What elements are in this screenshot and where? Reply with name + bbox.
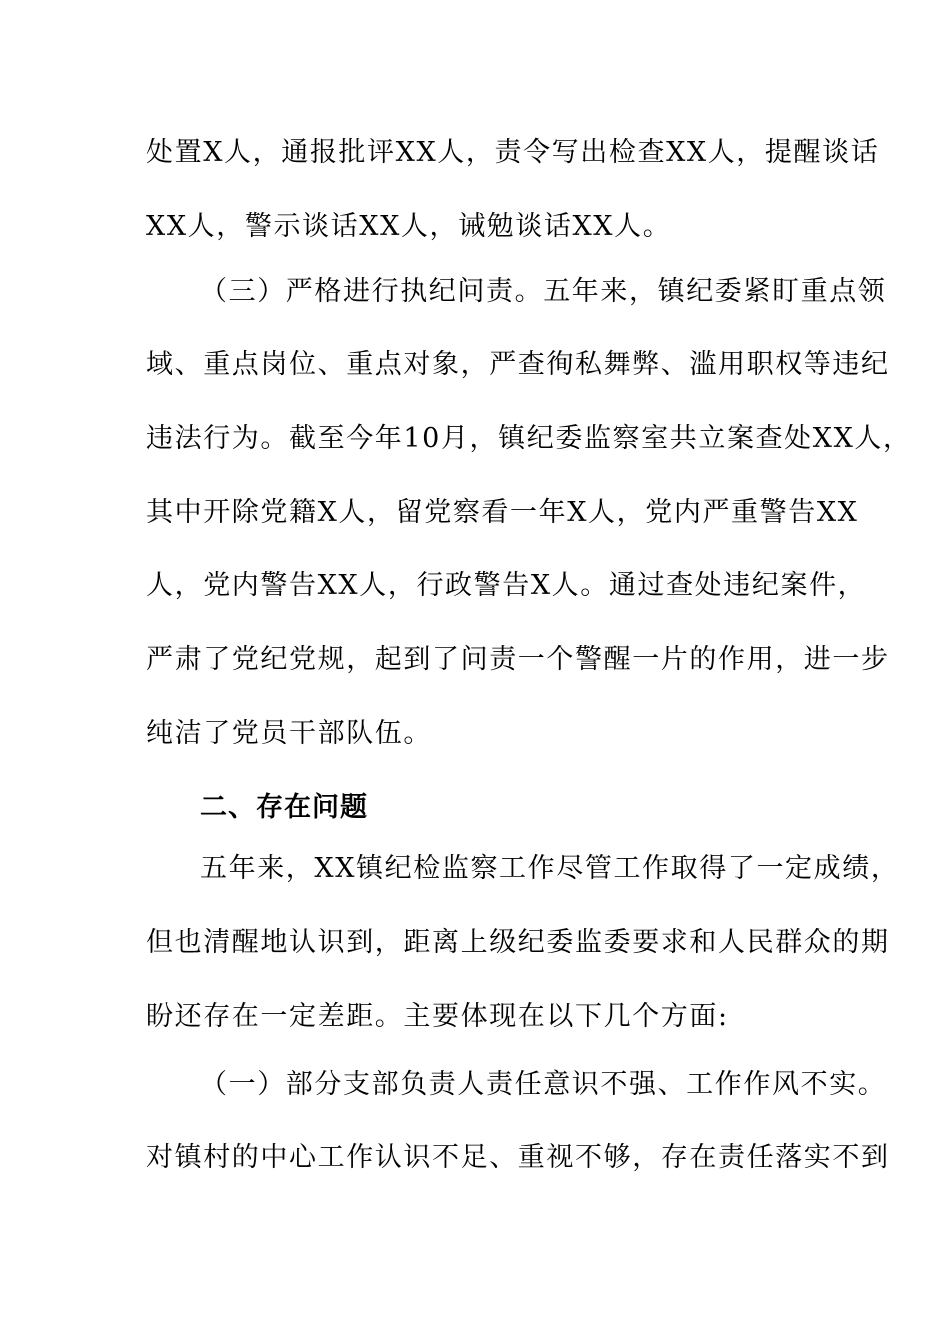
body-text-line: 纯洁了党员干部队伍。: [146, 718, 432, 749]
body-text-line: 其中开除党籍X人，留党察看一年X人，党内严重警告XX: [146, 497, 859, 528]
body-text-line: 域、重点岗位、重点对象，严查徇私舞弊、滥用职权等违纪: [146, 349, 890, 380]
subsection-heading-line: （一）部分支部负责人责任意识不强、工作作风不实。: [200, 1069, 887, 1100]
body-text-line: 但也清醒地认识到，距离上级纪委监委要求和人民群众的期: [146, 927, 890, 958]
body-text-line: 对镇村的中心工作认识不足、重视不够，存在责任落实不到: [146, 1142, 890, 1173]
body-text-line: 严肃了党纪党规，起到了问责一个警醒一片的作用，进一步: [146, 644, 890, 675]
body-text-line: 违法行为。截至今年10月，镇纪委监察室共立案查处XX人，: [146, 423, 912, 454]
subsection-heading-line: （三）严格进行执纪问责。五年来，镇纪委紧盯重点领: [200, 276, 887, 307]
body-text-line: XX人，警示谈话XX人，诫勉谈话XX人。: [146, 211, 672, 242]
body-text-line: 处置X人，通报批评XX人，责令写出检查XX人，提醒谈话: [146, 137, 880, 168]
body-text-line: 盼还存在一定差距。主要体现在以下几个方面:: [146, 1001, 729, 1032]
body-text-line: 五年来，XX镇纪检监察工作尽管工作取得了一定成绩，: [200, 853, 900, 884]
body-text-line: 人，党内警告XX人，行政警告X人。通过查处违纪案件，: [146, 570, 867, 601]
section-heading: 二、存在问题: [200, 792, 368, 823]
